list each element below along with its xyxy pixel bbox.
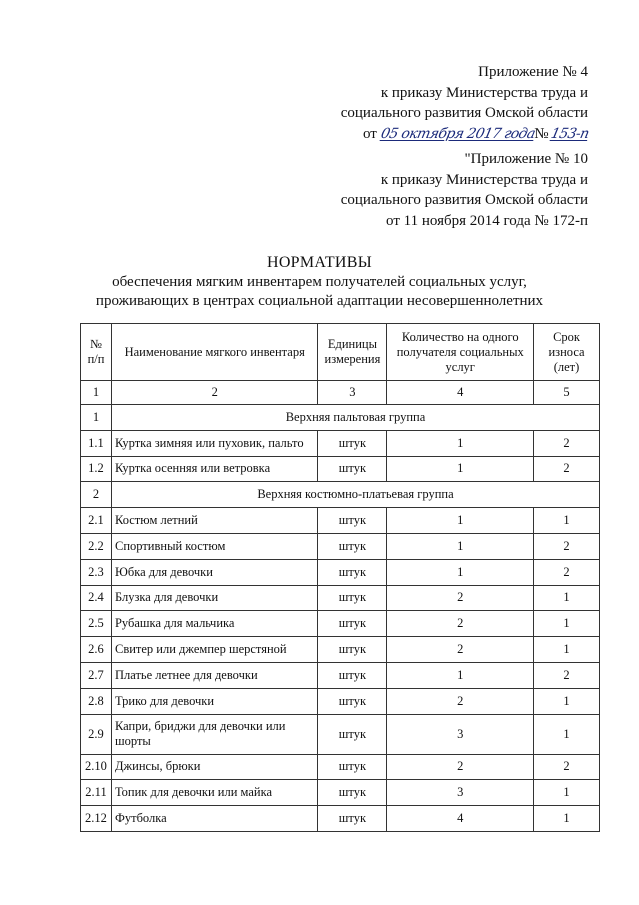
row-unit: штук xyxy=(318,533,387,559)
col-number-1: 1 xyxy=(81,381,112,405)
document-heading xyxy=(0,253,639,312)
document-subtitle-line2: проживающих в центрах социальной адаптации несовершеннолетних xyxy=(95,293,544,309)
header-quantity: Количество на одного получателя социальных услуг xyxy=(387,324,534,381)
row-quantity: 2 xyxy=(387,585,534,611)
row-number: 2.4 xyxy=(81,585,112,611)
table-row xyxy=(81,806,600,832)
row-quantity: 2 xyxy=(387,611,534,637)
row-unit: штук xyxy=(318,806,387,832)
row-quantity: 3 xyxy=(387,714,534,754)
row-term: 1 xyxy=(534,688,600,714)
row-unit: штук xyxy=(318,611,387,637)
row-quantity: 3 xyxy=(387,780,534,806)
row-name: Капри, бриджи для девочки или шорты xyxy=(111,714,317,754)
group-number: 2 xyxy=(81,482,112,508)
appendix-4-line2: к приказу Министерства труда и xyxy=(380,84,588,101)
row-quantity: 1 xyxy=(387,533,534,559)
table-row xyxy=(81,754,600,780)
header-name: Наименование мягкого инвентаря xyxy=(111,324,317,381)
row-unit: штук xyxy=(318,559,387,585)
header-number: № п/п xyxy=(81,324,112,381)
row-term: 1 xyxy=(534,508,600,534)
row-name: Рубашка для мальчика xyxy=(111,611,317,637)
row-number: 2.10 xyxy=(81,754,112,780)
row-term: 1 xyxy=(534,611,600,637)
handwritten-date: 05 октября 2017 года xyxy=(378,125,536,142)
row-number: 2.6 xyxy=(81,637,112,663)
row-number: 2.9 xyxy=(81,714,112,754)
row-number: 2.5 xyxy=(81,611,112,637)
row-name: Костюм летний xyxy=(111,508,317,534)
row-unit: штук xyxy=(318,688,387,714)
row-unit: штук xyxy=(318,430,387,456)
table-row xyxy=(81,508,600,534)
table-row xyxy=(81,456,600,482)
row-number: 1.2 xyxy=(81,456,112,482)
row-name: Блузка для девочки xyxy=(111,585,317,611)
row-quantity: 1 xyxy=(387,456,534,482)
row-unit: штук xyxy=(318,714,387,754)
group-title: Верхняя костюмно-платьевая группа xyxy=(111,482,599,508)
row-unit: штук xyxy=(318,585,387,611)
appendix-4-line3: социального развития Омской области xyxy=(340,105,588,121)
row-unit: штук xyxy=(318,780,387,806)
row-unit: штук xyxy=(318,456,387,482)
row-number: 2.1 xyxy=(81,508,112,534)
row-name: Куртка зимняя или пуховик, пальто xyxy=(111,430,317,456)
row-number: 2.3 xyxy=(81,559,112,585)
appendix-10-line3: социального развития Омской области xyxy=(340,192,588,208)
col-number-4: 4 xyxy=(387,381,534,405)
table-row xyxy=(81,430,600,456)
row-number: 1.1 xyxy=(81,430,112,456)
table-row xyxy=(81,662,600,688)
appendix-10-line4: от 11 ноября 2014 года № 172-п xyxy=(386,212,588,229)
row-term: 1 xyxy=(534,714,600,754)
header-unit: Единицы измерения xyxy=(318,324,387,381)
col-number-3: 3 xyxy=(318,381,387,405)
col-number-2: 2 xyxy=(111,381,317,405)
row-name: Топик для девочки или майка xyxy=(111,780,317,806)
row-term: 1 xyxy=(534,806,600,832)
table-row xyxy=(81,688,600,714)
group-row xyxy=(81,482,600,508)
row-term: 1 xyxy=(534,780,600,806)
appendix-4-from: от xyxy=(362,125,377,142)
row-unit: штук xyxy=(318,637,387,663)
row-name: Футболка xyxy=(111,806,317,832)
group-title: Верхняя пальтовая группа xyxy=(111,405,599,431)
row-quantity: 2 xyxy=(387,754,534,780)
row-quantity: 1 xyxy=(387,662,534,688)
row-quantity: 4 xyxy=(387,806,534,832)
row-term: 2 xyxy=(534,754,600,780)
table-row xyxy=(81,714,600,754)
row-quantity: 1 xyxy=(387,430,534,456)
appendix-10-title: "Приложение № 10 xyxy=(464,151,588,167)
row-unit: штук xyxy=(318,662,387,688)
appendix-4-block xyxy=(341,62,588,144)
row-number: 2.12 xyxy=(81,806,112,832)
row-term: 2 xyxy=(534,662,600,688)
appendix-4-date-line xyxy=(341,124,588,145)
row-term: 2 xyxy=(534,559,600,585)
table-row xyxy=(81,585,600,611)
row-name: Куртка осенняя или ветровка xyxy=(111,456,317,482)
handwritten-number: 153-п xyxy=(548,125,590,142)
row-name: Юбка для девочки xyxy=(111,559,317,585)
row-quantity: 1 xyxy=(387,508,534,534)
appendix-10-block xyxy=(341,149,588,231)
row-unit: штук xyxy=(318,508,387,534)
table-row xyxy=(81,559,600,585)
row-name: Платье летнее для девочки xyxy=(111,662,317,688)
row-term: 1 xyxy=(534,637,600,663)
row-unit: штук xyxy=(318,754,387,780)
row-name: Спортивный костюм xyxy=(111,533,317,559)
row-name: Свитер или джемпер шерстяной xyxy=(111,637,317,663)
header-term: Срок износа (лет) xyxy=(534,324,600,381)
row-quantity: 2 xyxy=(387,688,534,714)
table-row xyxy=(81,637,600,663)
row-name: Джинсы, брюки xyxy=(111,754,317,780)
row-number: 2.11 xyxy=(81,780,112,806)
appendix-10-line2: к приказу Министерства труда и xyxy=(380,171,588,188)
row-name: Трико для девочки xyxy=(111,688,317,714)
col-number-5: 5 xyxy=(534,381,600,405)
row-number: 2.2 xyxy=(81,533,112,559)
document-subtitle-line1: обеспечения мягким инвентарем получателей социальных услуг, xyxy=(112,273,527,290)
row-number: 2.8 xyxy=(81,688,112,714)
document-title: НОРМАТИВЫ xyxy=(266,254,373,271)
row-quantity: 2 xyxy=(387,637,534,663)
appendix-4-number-sign: № xyxy=(534,125,549,142)
row-term: 2 xyxy=(534,456,600,482)
table-row xyxy=(81,780,600,806)
appendix-4-title: Приложение № 4 xyxy=(478,64,588,80)
table-row xyxy=(81,611,600,637)
table-row xyxy=(81,533,600,559)
row-term: 2 xyxy=(534,533,600,559)
group-number: 1 xyxy=(81,405,112,431)
row-quantity: 1 xyxy=(387,559,534,585)
row-term: 1 xyxy=(534,585,600,611)
row-term: 2 xyxy=(534,430,600,456)
norms-table xyxy=(80,323,600,832)
row-number: 2.7 xyxy=(81,662,112,688)
group-row xyxy=(81,405,600,431)
